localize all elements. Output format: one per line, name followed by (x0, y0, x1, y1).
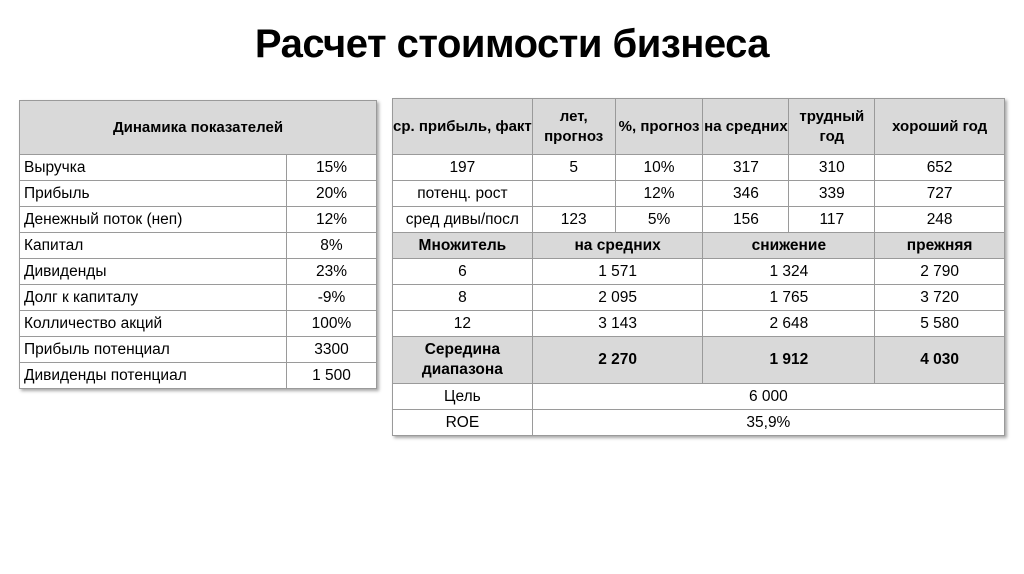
table-cell: 197 (393, 155, 533, 181)
table-row (20, 181, 377, 207)
table-cell: 35,9% (532, 410, 1004, 436)
page-title: Расчет стоимости бизнеса (254, 22, 770, 66)
table-row (20, 363, 377, 389)
table-cell: 4 030 (875, 337, 1005, 384)
table-cell: 6 000 (532, 384, 1004, 410)
header-row (393, 99, 1005, 155)
table-cell: потенц. рост (393, 181, 533, 207)
multiplier-header-row (393, 233, 1005, 259)
header-cell: %, прогноз (615, 99, 703, 155)
table-cell (532, 181, 615, 207)
table-cell: 5 580 (875, 311, 1005, 337)
table-row (393, 311, 1005, 337)
table-cell: 339 (789, 181, 875, 207)
header-cell: ср. прибыль, факт (393, 99, 533, 155)
header-cell: снижение (703, 233, 875, 259)
table-cell: 310 (789, 155, 875, 181)
table-cell: 8 (393, 285, 533, 311)
row-value: 23% (287, 259, 377, 285)
header-cell: на средних (703, 99, 789, 155)
table-cell: Середина диапазона (393, 337, 533, 384)
table-cell: 6 (393, 259, 533, 285)
table-cell: 2 095 (532, 285, 703, 311)
table-row (20, 311, 377, 337)
indicators-table (19, 100, 377, 389)
table-row (393, 259, 1005, 285)
row-value: 12% (287, 207, 377, 233)
table-cell: Цель (393, 384, 533, 410)
row-value: 15% (287, 155, 377, 181)
table-cell: 1 765 (703, 285, 875, 311)
table-cell: 1 912 (703, 337, 875, 384)
table-cell: 5 (532, 155, 615, 181)
row-value: 3300 (287, 337, 377, 363)
table-cell: 2 270 (532, 337, 703, 384)
header-cell: прежняя (875, 233, 1005, 259)
table-row (393, 155, 1005, 181)
indicators-header: Динамика показателей (20, 101, 377, 155)
header-cell: лет, прогноз (532, 99, 615, 155)
table-cell: 727 (875, 181, 1005, 207)
header-cell: Множитель (393, 233, 533, 259)
target-row (393, 384, 1005, 410)
row-label: Прибыль (20, 181, 287, 207)
table-row (20, 337, 377, 363)
table-row (20, 233, 377, 259)
table-cell: 346 (703, 181, 789, 207)
roe-row (393, 410, 1005, 436)
row-label: Выручка (20, 155, 287, 181)
table-cell: 248 (875, 207, 1005, 233)
row-value: 1 500 (287, 363, 377, 389)
row-label: Прибыль потенциал (20, 337, 287, 363)
range-middle-row (393, 337, 1005, 384)
table-cell: сред дивы/посл (393, 207, 533, 233)
row-label: Долг к капиталу (20, 285, 287, 311)
header-cell: трудный год (789, 99, 875, 155)
table-cell: 12 (393, 311, 533, 337)
row-value: -9% (287, 285, 377, 311)
table-row (393, 207, 1005, 233)
table-row (20, 207, 377, 233)
row-label: Дивиденды потенциал (20, 363, 287, 389)
row-label: Дивиденды (20, 259, 287, 285)
row-value: 8% (287, 233, 377, 259)
table-cell: 652 (875, 155, 1005, 181)
row-label: Денежный поток (неп) (20, 207, 287, 233)
table-cell: 317 (703, 155, 789, 181)
header-cell: на средних (532, 233, 703, 259)
table-cell: 156 (703, 207, 789, 233)
table-cell: 12% (615, 181, 703, 207)
table-row (20, 155, 377, 181)
table-cell: 10% (615, 155, 703, 181)
row-value: 20% (287, 181, 377, 207)
table-cell: 5% (615, 207, 703, 233)
table-row (393, 285, 1005, 311)
table-cell: ROE (393, 410, 533, 436)
table-cell: 117 (789, 207, 875, 233)
table-cell: 1 324 (703, 259, 875, 285)
table-row (20, 285, 377, 311)
table-cell: 3 143 (532, 311, 703, 337)
valuation-table (392, 98, 1005, 436)
row-label: Колличество акций (20, 311, 287, 337)
table-cell: 2 790 (875, 259, 1005, 285)
row-value: 100% (287, 311, 377, 337)
table-row (20, 259, 377, 285)
table-cell: 2 648 (703, 311, 875, 337)
row-label: Капитал (20, 233, 287, 259)
header-cell: хороший год (875, 99, 1005, 155)
table-cell: 3 720 (875, 285, 1005, 311)
table-cell: 1 571 (532, 259, 703, 285)
table-cell: 123 (532, 207, 615, 233)
table-row (393, 181, 1005, 207)
